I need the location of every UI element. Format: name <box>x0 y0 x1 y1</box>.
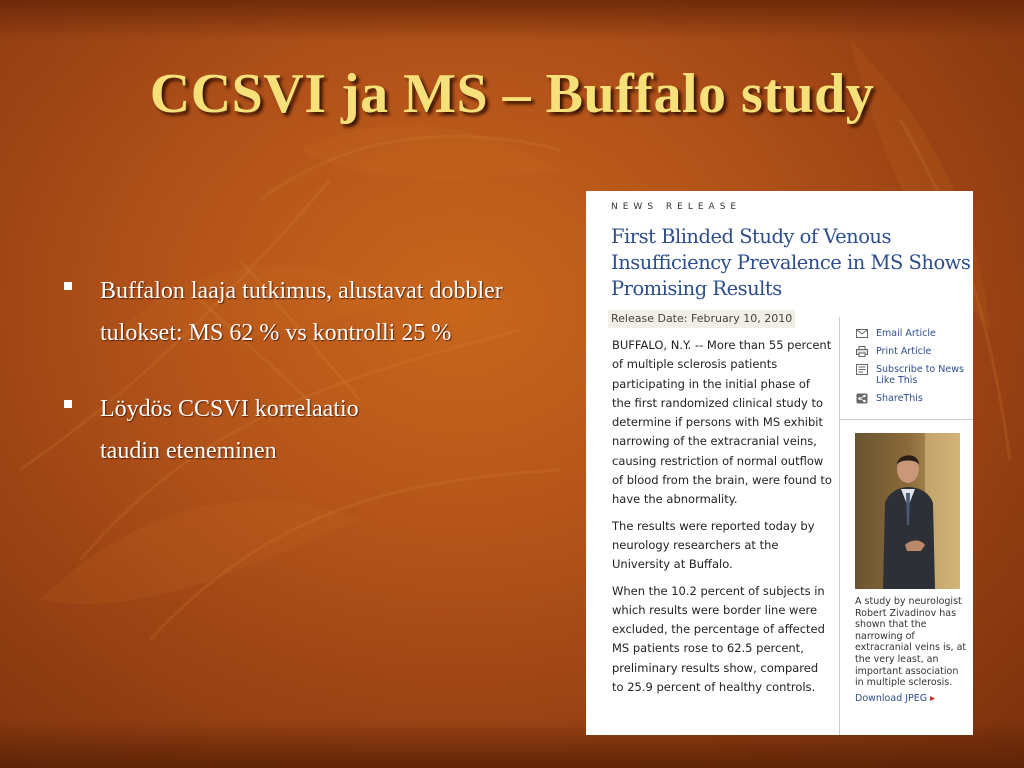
sharethis-label: ShareThis <box>876 393 923 404</box>
subscribe-news-link[interactable] <box>856 364 971 386</box>
subscribe-news-label: Subscribe to News Like This <box>876 364 964 386</box>
rss-icon <box>856 364 868 375</box>
slide-title: CCSVI ja MS – Buffalo study <box>149 63 875 125</box>
arrow-right-icon: ▸ <box>930 693 935 704</box>
bullet-text: Löydös CCSVI korrelaatio <box>100 396 359 422</box>
email-article-label: Email Article <box>876 328 936 339</box>
news-release-screenshot <box>586 191 973 735</box>
bullet-list <box>62 270 592 506</box>
print-article-link[interactable] <box>856 346 971 357</box>
article-body <box>612 336 832 704</box>
news-release-label: NEWS RELEASE <box>611 202 742 212</box>
bullet-text: tulokset: MS 62 % vs kontrolli 25 % <box>100 320 452 346</box>
photo-caption: A study by neurologist Robert Zivadinov has shown that the narrowing of extracranial veins is, at the very least, an important association in multiple sclerosis. <box>855 596 967 689</box>
email-article-link[interactable] <box>856 328 971 339</box>
square-bullet-icon <box>64 282 72 290</box>
download-jpeg-link[interactable] <box>855 693 935 704</box>
sidebar-separator <box>840 419 973 420</box>
article-paragraph: BUFFALO, N.Y. -- More than 55 percent of multiple sclerosis patients participating in the initial phase of the first randomized clinical study to determine if persons with MS exhibit narrowing of the extracranial veins, causing restriction of normal outflow of blood from the brain, were found to have the abnormality. <box>612 338 832 507</box>
print-article-label: Print Article <box>876 346 932 357</box>
printer-icon <box>856 346 868 357</box>
download-jpeg-label: Download JPEG <box>855 693 928 704</box>
article-paragraph: The results were reported today by neurology researchers at the University at Buffalo. <box>612 518 815 572</box>
bullet-item <box>62 270 592 354</box>
news-headline: First Blinded Study of Venous Insufficiency Prevalence in MS Shows Promising Results <box>611 225 971 300</box>
square-bullet-icon <box>64 400 72 408</box>
bullet-text: taudin eteneminen <box>100 438 277 464</box>
article-paragraph: When the 10.2 percent of subjects in which results were border line were excluded, the percentage of affected MS patients rose to 62.5 percent, preliminary results show, compared to 25.9 percent of healthy controls. <box>612 583 825 695</box>
sharethis-link[interactable] <box>856 393 971 404</box>
researcher-photo <box>855 433 960 589</box>
envelope-icon <box>856 328 868 339</box>
release-date: Release Date: February 10, 2010 <box>608 310 795 328</box>
bullet-text: Buffalon laaja tutkimus, alustavat dobbler <box>100 278 503 304</box>
article-actions <box>856 328 971 411</box>
sidebar-divider <box>839 317 840 735</box>
bullet-item <box>62 388 592 472</box>
share-icon <box>856 393 868 404</box>
